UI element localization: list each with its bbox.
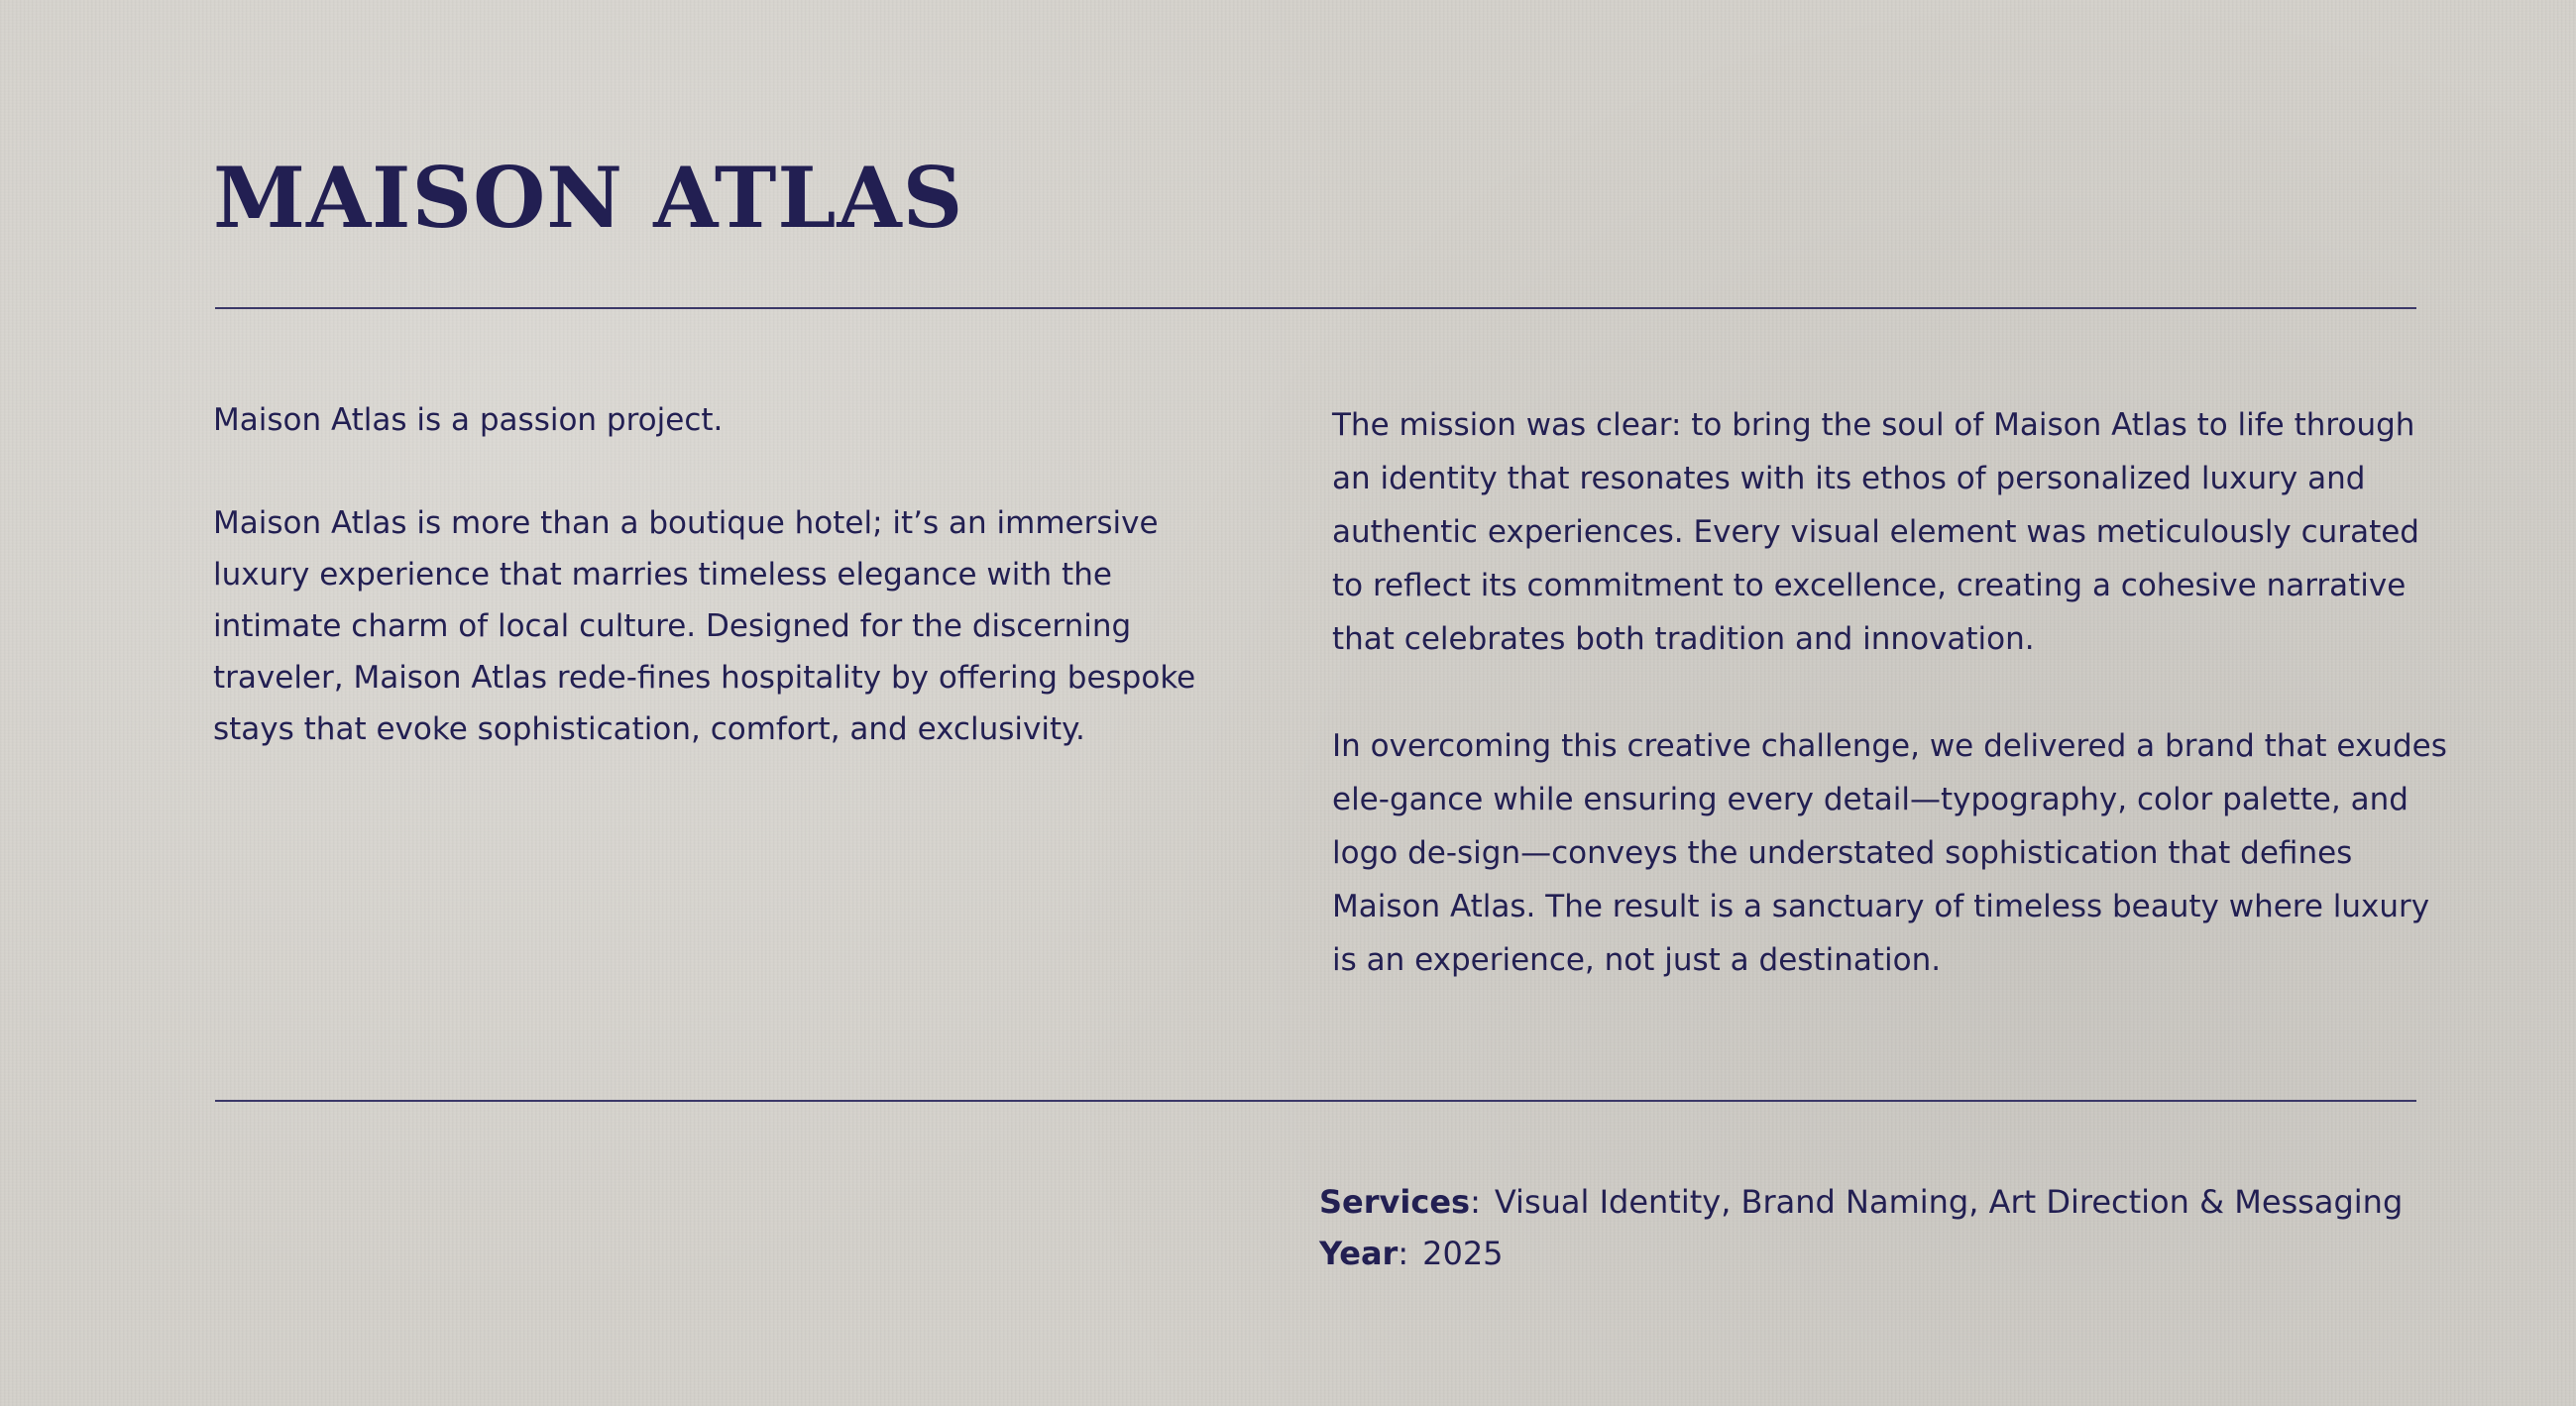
outcome-paragraph: In overcoming this creative challenge, we delivered a brand that exudes ele-gance while ensuring every detail—typography, color palette, and logo de-sign—conveys the understated sophistication that defines Maison Atlas. The result is a sanctuary of timeless beauty where luxury is an experience, not just a destination. (1332, 728, 2447, 978)
intro-paragraph: Maison Atlas is a passion project. (213, 402, 724, 438)
left-column (213, 394, 1224, 755)
services-label: Services (1319, 1183, 1471, 1221)
services-separator: : (1470, 1183, 1481, 1221)
description-paragraph: Maison Atlas is more than a boutique hotel; it’s an immersive luxury experience that marries timeless elegance with the intimate charm of local culture. Designed for the discerning traveler, Maison Atlas rede-fines hospitality by offering bespoke stays that evoke sophistication, comfort, and exclusivity. (213, 505, 1196, 747)
services-value: Visual Identity, Brand Naming, Art Direction & Messaging (1494, 1183, 2404, 1221)
top-divider (215, 307, 2416, 309)
year-separator: : (1398, 1235, 1409, 1272)
page-title: MAISON ATLAS (213, 149, 964, 247)
year-row (1319, 1228, 2403, 1279)
project-credits (1319, 1176, 2403, 1279)
services-row (1319, 1176, 2403, 1228)
right-column (1332, 398, 2452, 987)
year-label: Year (1319, 1235, 1399, 1272)
year-value: 2025 (1422, 1235, 1504, 1272)
bottom-divider (215, 1100, 2416, 1102)
mission-paragraph: The mission was clear: to bring the soul of Maison Atlas to life through an identity that resonates with its ethos of personalized luxury and authentic experiences. Every visual element was meticulously curated to reflect its commitment to excellence, creating a cohesive narrative that celebrates both tradition and innovation. (1332, 407, 2419, 657)
